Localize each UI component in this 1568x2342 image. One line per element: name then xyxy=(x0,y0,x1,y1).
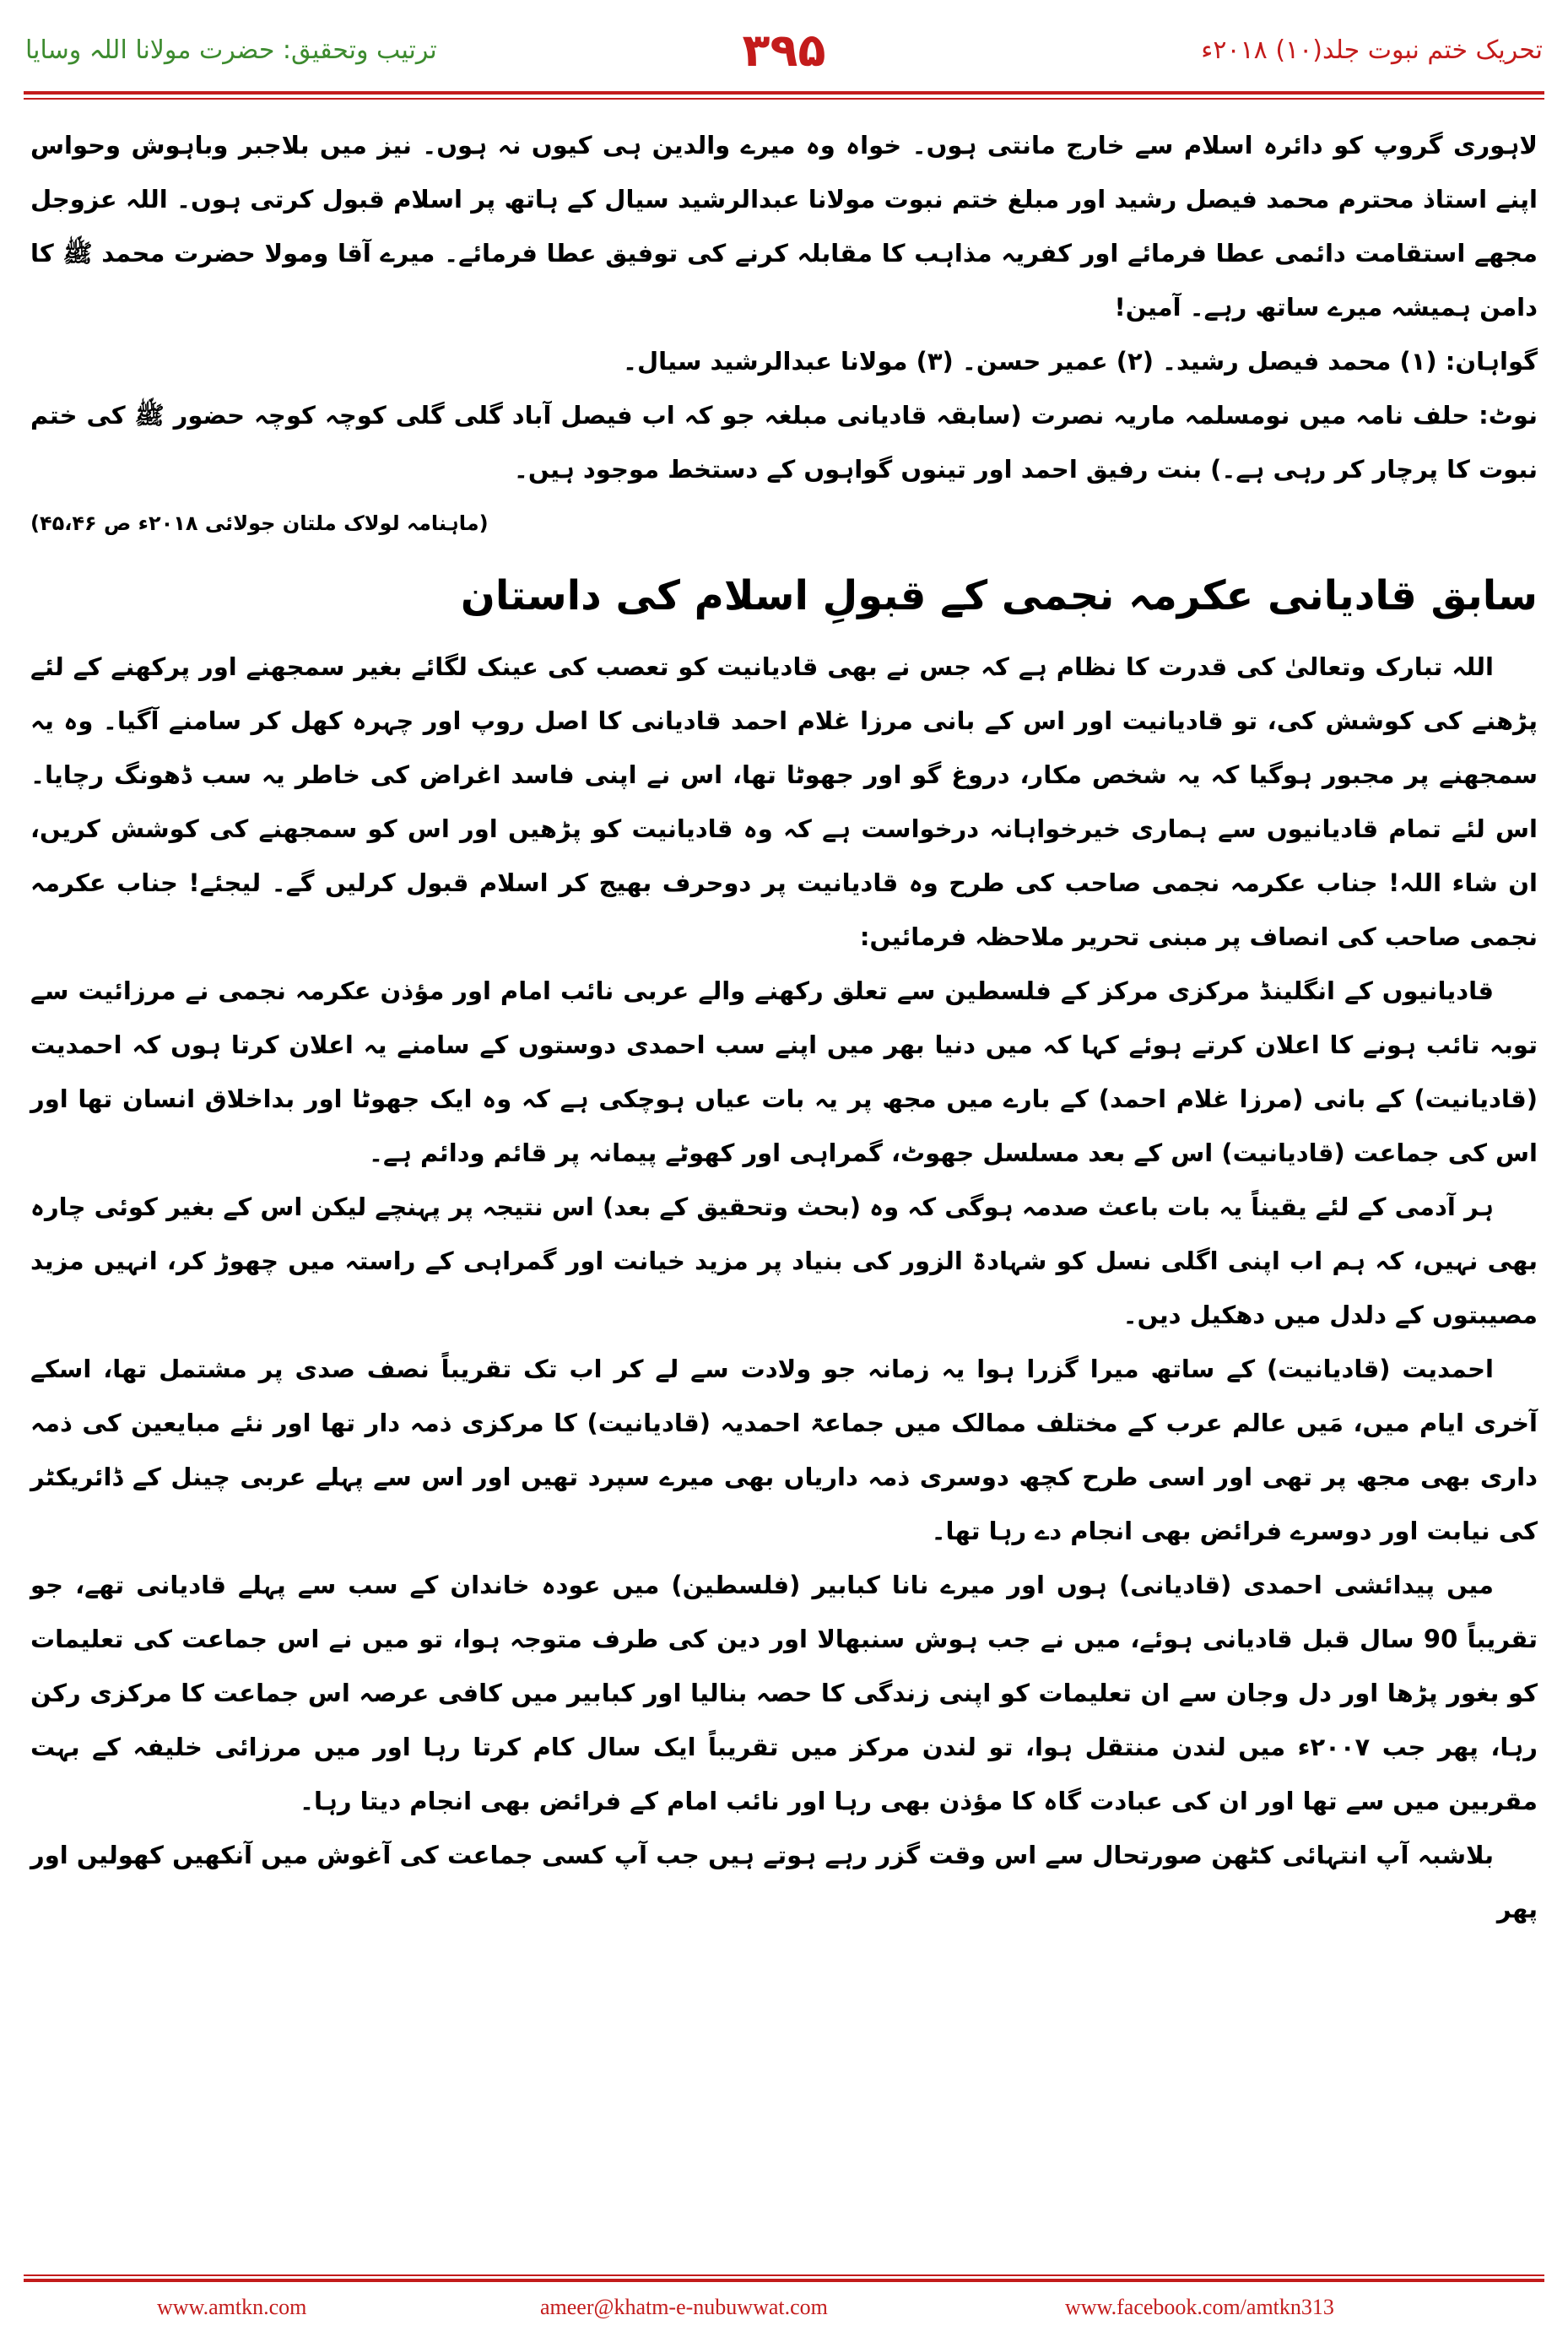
announcement-paragraph: قادیانیوں کے انگلینڈ مرکزی مرکز کے فلسطین سے تعلق رکھنے والے عربی نائب امام اور مؤذن عکرمہ نجمی نے مرزائیت سے توبہ تائب ہونے کا اعلان کرتے ہوئے کہا کہ میں دنیا بھر میں اپنے سب احمدی دوستوں کے سامنے یہ اعلان کرتا ہوں کہ احمدیت (قادیانیت) کے بانی (مرزا غلام احمد) کے بارے میں مجھ پر یہ بات عیاں ہوچکی ہے کہ وہ ایک جھوٹا اور بداخلاق انسان تھا اور اس کی جماعت (قادیانیت) اس کے بعد مسلسل جھوٹ، گمراہی اور کھوٹے پیمانہ پر قائم ودائم ہے۔ xyxy=(30,976,1538,1167)
page-footer xyxy=(0,2291,1568,2324)
section-heading: سابق قادیانی عکرمہ نجمی کے قبولِ اسلام کی داستان xyxy=(460,572,1538,619)
header-divider-thin xyxy=(24,98,1544,100)
note-paragraph: نوٹ: حلف نامہ میں نومسلمہ ماریہ نصرت (سابقہ قادیانی مبلغہ جو کہ اب فیصل آباد گلی گلی کوچہ کوچہ حضور ﷺ کی ختم نبوت کا پرچار کر رہی ہے۔) بنت رفیق احمد اور تینوں گواہوں کے دستخط موجود ہیں۔ xyxy=(30,401,1538,484)
oath-paragraph: لاہوری گروپ کو دائرہ اسلام سے خارج مانتی ہوں۔ خواہ وہ میرے والدین ہی کیوں نہ ہوں۔ نیز میں بلاجبر وباہوش وحواس اپنے استاذ محترم محمد فیصل رشید اور مبلغ ختم نبوت مولانا عبدالرشید سیال کے ہاتھ پر اسلام قبول کرتی ہوں۔ اللہ عزوجل مجھے استقامت دائمی عطا فرمائے اور کفریہ مذاہب کا مقابلہ کرنے کی توفیق عطا فرمائے۔ میرے آقا ومولا حضرت محمد ﷺ کا دامن ہمیشہ میرے ساتھ رہے۔ آمین! xyxy=(30,131,1538,322)
intro-paragraph: اللہ تبارک وتعالیٰ کی قدرت کا نظام ہے کہ جس نے بھی قادیانیت کو تعصب کی عینک لگائے بغیر سمجھنے اور پرکھنے کے لئے پڑھنے کی کوشش کی، تو قادیانیت اور اس کے بانی مرزا غلام احمد قادیانی کا اصل روپ اور چہرہ کھل کر سامنے آگیا۔ وہ یہ سمجھنے پر مجبور ہوگیا کہ یہ شخص مکار، دروغ گو اور جھوٹا تھا، اس نے اپنی فاسد اغراض کی خاطر یہ سب ڈھونگ رچایا۔ اس لئے تمام قادیانیوں سے ہماری خیرخواہانہ درخواست ہے کہ وہ قادیانیت کو پڑھیں اور اس کو سمجھنے کی کوشش کریں، ان شاء اللہ! جناب عکرمہ نجمی صاحب کی طرح وہ قادیانیت پر دوحرف بھیج کر اسلام قبول کرلیں گے۔ لیجئے! جناب عکرمہ نجمی صاحب کی انصاف پر مبنی تحریر ملاحظہ فرمائیں: xyxy=(30,652,1538,951)
header-book-title: تحریک ختم نبوت جلد(۱۰) ۲۰۱۸ء xyxy=(1201,35,1543,65)
source-citation: (ماہنامہ لولاک ملتان جولائی ۲۰۱۸ء ص ۴۵،۴۶) xyxy=(30,511,489,535)
closing-paragraph: بلاشبہ آپ انتہائی کٹھن صورتحال سے اس وقت گزر رہے ہوتے ہیں جب آپ کسی جماعت کی آغوش میں آنکھیں کھولیں اور پھر xyxy=(30,1841,1538,1923)
reflection-paragraph: ہر آدمی کے لئے یقیناً یہ بات باعث صدمہ ہوگی کہ وہ (بحث وتحقیق کے بعد) اس نتیجہ پر پہنچے لیکن اس کے بغیر کوئی چارہ بھی نہیں، کہ ہم اب اپنی اگلی نسل کو شہادۃ الزور کی بنیاد پر مزید خیانت اور گمراہی کے راستہ میں چھوڑ کر، انہیں مزید مصیبتوں کے دلدل میں دھکیل دیں۔ xyxy=(30,1193,1538,1329)
page-number: ۳۹۵ xyxy=(742,24,826,77)
history-paragraph: احمدیت (قادیانیت) کے ساتھ میرا گزرا ہوا یہ زمانہ جو ولادت سے لے کر اب تک تقریباً نصف صدی پر مشتمل تھا، اسکے آخری ایام میں، مَیں عالم عرب کے مختلف ممالک میں جماعۃ احمدیہ (قادیانیت) کا مرکزی ذمہ دار تھا اور نئے مبایعین کی ذمہ داری بھی مجھ پر تھی اور اسی طرح کچھ دوسری ذمہ داریاں بھی میرے سپرد تھیں اور اس سے پہلے عربی چینل کے ڈائریکٹر کی نیابت اور دوسرے فرائض بھی انجام دے رہا تھا۔ xyxy=(30,1355,1538,1545)
footer-divider-thick xyxy=(24,2279,1544,2282)
citation-row xyxy=(30,496,1538,550)
footer-email-link[interactable]: ameer@khatm-e-nubuwwat.com xyxy=(540,2295,828,2319)
page-body xyxy=(30,118,1538,1936)
section-heading-wrap xyxy=(30,550,1538,640)
footer-divider-thin xyxy=(24,2274,1544,2276)
background-paragraph: میں پیدائشی احمدی (قادیانی) ہوں اور میرے نانا کبابیر (فلسطین) میں عودہ خاندان کے سب سے پہلے قادیانی تھے، جو تقریباً 90 سال قبل قادیانی ہوئے، میں نے جب ہوش سنبھالا اور دین کی طرف متوجہ ہوا، تو میں نے اس جماعت کی تعلیمات کو بغور پڑھا اور دل وجان سے ان تعلیمات کو اپنی زندگی کا حصہ بنالیا اور کبابیر میں کافی عرصہ اس جماعت کا مرکزی رکن رہا، پھر جب ۲۰۰۷ء میں لندن منتقل ہوا، تو لندن مرکز میں تقریباً ایک سال کام کرتا رہا اور میں مرزائی خلیفہ کے بہت مقربین میں سے تھا اور ان کی عبادت گاہ کا مؤذن بھی رہا اور نائب امام کے فرائض بھی انجام دیتا رہا۔ xyxy=(30,1571,1538,1815)
footer-facebook-link[interactable]: www.facebook.com/amtkn313 xyxy=(1065,2295,1334,2319)
witnesses-line: گواہان: (۱) محمد فیصل رشید۔ (۲) عمیر حسن۔ (۳) مولانا عبدالرشید سیال۔ xyxy=(623,347,1538,376)
header-divider-thick xyxy=(24,91,1544,95)
header-compiler-credit: ترتیب وتحقیق: حضرت مولانا اللہ وسایا xyxy=(25,35,437,65)
footer-website-link[interactable]: www.amtkn.com xyxy=(157,2295,307,2319)
